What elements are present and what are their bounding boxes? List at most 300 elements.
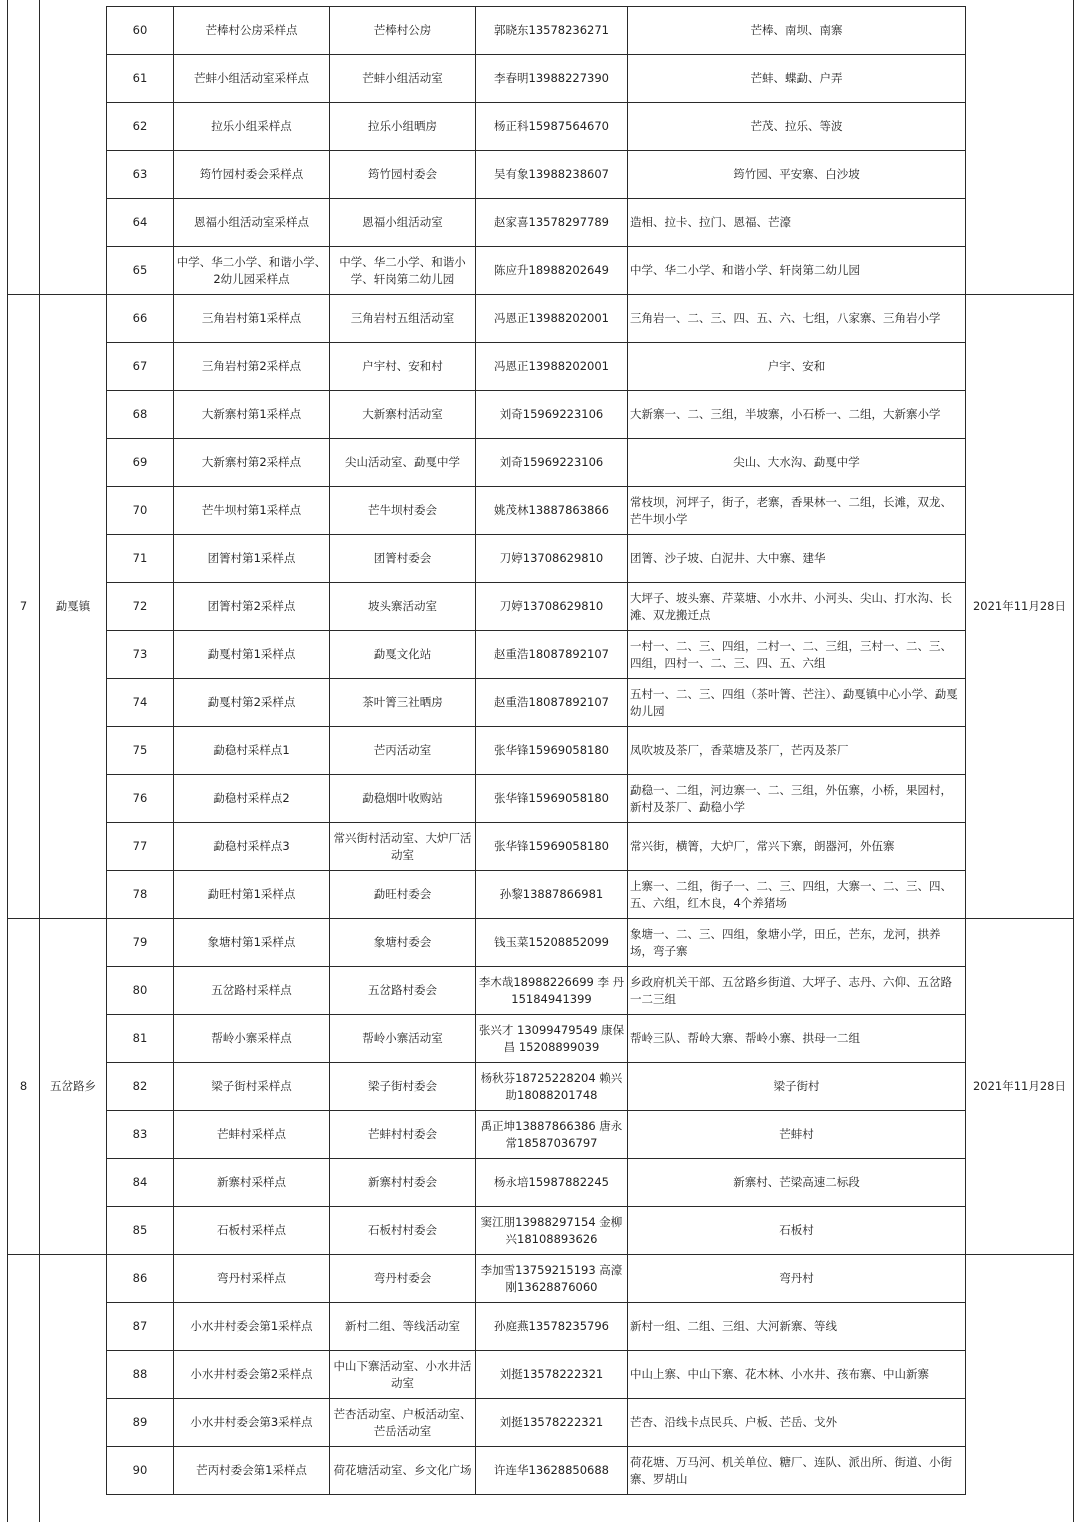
row-number [107,871,173,918]
sampling-place-text: 恩福小组活动室 [362,215,443,229]
sampling-scope [628,727,965,774]
row-number [107,1015,173,1062]
sampling-scope-text: 乡政府机关干部、五岔路乡街道、大坪子、志丹、六仰、五岔路一二三组 [630,974,952,1006]
sampling-point [174,919,329,966]
row-number [107,583,173,630]
row-number [107,535,173,582]
row-number-text: 85 [132,1223,148,1237]
sampling-scope-text: 中山上寨、中山下寨、花木林、小水井、孩布寨、中山新寨 [630,1367,929,1381]
sampling-scope [628,1063,965,1110]
sampling-point-text: 拉乐小组采样点 [211,119,292,133]
sampling-scope-text: 石板村 [779,1223,814,1237]
sampling-scope [628,295,965,342]
sampling-scope-text: 一村一、二、三、四组，二村一、二、三组，三村一、二、三、四组，四村一、二、三、四、五、六组 [630,638,952,670]
contact-person [476,919,627,966]
row-number [107,103,173,150]
sampling-point [174,103,329,150]
row-number-text: 79 [132,935,148,949]
sampling-point [174,199,329,246]
sampling-scope [628,487,965,534]
row-number [107,631,173,678]
contact-person-text: 刀婷13708629810 [499,599,604,613]
sampling-place-text: 五岔路村委会 [368,983,437,997]
sampling-place [330,1255,475,1302]
sampling-point [174,583,329,630]
row-number [107,1063,173,1110]
sampling-place [330,1351,475,1398]
sampling-point-text: 大新寨村第2采样点 [201,455,302,469]
row-number [107,391,173,438]
sampling-place [330,631,475,678]
contact-person [476,151,627,198]
sampling-place [330,1303,475,1350]
sampling-place-text: 筠竹园村委会 [368,167,437,181]
sampling-scope-text: 芒棒、南坝、南寨 [750,23,843,37]
sampling-place-text: 勐戛文化站 [373,647,432,661]
sampling-point [174,679,329,726]
row-number-text: 67 [132,359,148,373]
row-number [107,1207,173,1254]
contact-person-text: 赵重浩18087892107 [494,647,609,661]
sampling-scope-text: 芒蚌、蝶勐、户弄 [750,71,843,85]
row-number [107,487,173,534]
row-number [107,727,173,774]
row-number [107,439,173,486]
sampling-place-text: 拉乐小组晒房 [368,119,437,133]
contact-person-text: 许连华13628850688 [494,1463,609,1477]
sampling-scope [628,775,965,822]
contact-person-text: 冯恩正13988202001 [494,359,609,373]
sampling-place-text: 新寨村村委会 [368,1175,437,1189]
sampling-scope [628,247,965,294]
contact-person-text: 刘奇15969223106 [499,407,604,421]
sampling-place [330,679,475,726]
contact-person [476,535,627,582]
contact-person [476,247,627,294]
sampling-scope-text: 荷花塘、万马河、机关单位、糖厂、连队、派出所、街道、小街寨、罗胡山 [630,1454,952,1486]
sampling-place-text: 坡头寨活动室 [368,599,437,613]
contact-person [476,1303,627,1350]
row-number-text: 83 [132,1127,148,1141]
row-number [107,55,173,102]
contact-person [476,583,627,630]
sampling-place [330,1207,475,1254]
sampling-point-text: 勐稳村采样点2 [213,791,290,805]
sampling-scope-text: 芒茂、拉乐、等波 [750,119,843,133]
sampling-place [330,583,475,630]
sampling-place-text: 勐旺村委会 [373,887,432,901]
row-number [107,775,173,822]
sampling-scope [628,199,965,246]
row-number-text: 64 [132,215,148,229]
sampling-place [330,823,475,870]
row-number-text: 60 [132,23,148,37]
row-number-text: 78 [132,887,148,901]
group-date-text: 2021年11月28日 [972,599,1067,613]
sampling-point-text: 勐稳村采样点3 [213,839,290,853]
row-number [107,151,173,198]
sampling-place [330,1159,475,1206]
sampling-point [174,967,329,1014]
sampling-scope-text: 勐稳一、二组，河边寨一、二、三组，外伍寨，小桥，果园村，新村及茶厂、勐稳小学 [630,782,952,814]
sampling-point-text: 弯丹村采样点 [217,1271,286,1285]
sampling-point [174,1399,329,1446]
group-seq-text: 7 [19,599,28,613]
sampling-point [174,1063,329,1110]
sampling-point [174,1351,329,1398]
sampling-point [174,727,329,774]
sampling-scope [628,1447,965,1494]
sampling-scope [628,1111,965,1158]
sampling-scope [628,823,965,870]
sampling-point-text: 三角岩村第1采样点 [201,311,302,325]
sampling-point-text: 三角岩村第2采样点 [201,359,302,373]
sampling-place [330,487,475,534]
sampling-place-text: 芒蚌小组活动室 [362,71,443,85]
sampling-point-text: 芒牛坝村第1采样点 [201,503,302,517]
sampling-scope [628,151,965,198]
sampling-scope [628,583,965,630]
sampling-point-text: 团箐村第1采样点 [207,551,296,565]
row-number [107,247,173,294]
sampling-scope-text: 大新寨一、二、三组，半坡寨，小石桥一、二组，大新寨小学 [630,407,941,421]
sampling-place [330,343,475,390]
contact-person [476,7,627,54]
sampling-place-text: 芒棒村公房 [373,23,432,37]
sampling-point [174,1303,329,1350]
sampling-scope-text: 五村一、二、三、四组（茶叶箐、芒注）、勐戛镇中心小学、勐戛幼儿园 [630,686,958,718]
sampling-scope-text: 常兴街，横箐，大炉厂，常兴下寨，朗器河，外伍寨 [630,839,895,853]
sampling-place-text: 帮岭小寨活动室 [362,1031,443,1045]
row-number [107,1351,173,1398]
sampling-point [174,1111,329,1158]
sampling-scope-text: 弯丹村 [779,1271,814,1285]
sampling-scope-text: 三角岩一、二、三、四、五、六、七组，八家寨、三角岩小学 [630,311,941,325]
sampling-place-text: 户宇村、安和村 [362,359,443,373]
group-town [40,295,106,918]
row-number [107,1303,173,1350]
sampling-scope [628,919,965,966]
sampling-place [330,151,475,198]
group-seq-text: 8 [19,1079,28,1093]
sampling-point [174,487,329,534]
sampling-point [174,871,329,918]
group-date [966,295,1073,918]
sampling-place [330,1111,475,1158]
row-number-text: 69 [132,455,148,469]
sampling-place-text: 弯丹村委会 [373,1271,432,1285]
contact-person [476,871,627,918]
sampling-place-text: 芒丙活动室 [373,743,432,757]
sampling-point-text: 筠竹园村委会采样点 [199,167,304,181]
row-number-text: 63 [132,167,148,181]
sampling-point-text: 帮岭小寨采样点 [211,1031,292,1045]
row-number [107,343,173,390]
sampling-scope [628,343,965,390]
row-number-text: 90 [132,1463,148,1477]
sampling-scope-text: 芒蚌村 [779,1127,814,1141]
sampling-scope-text: 团箐、沙子坡、白泥井、大中寨、建华 [630,551,826,565]
sampling-scope [628,439,965,486]
row-number [107,295,173,342]
sampling-place-text: 中学、华二小学、和谐小学、轩岗第二幼儿园 [339,254,466,286]
sampling-scope [628,1399,965,1446]
sampling-scope-text: 造相、拉卡、拉门、恩福、芒濠 [630,215,791,229]
sampling-scope-text: 芒杏、沿线卡点民兵、户板、芒岳、戈外 [630,1415,837,1429]
sampling-place-text: 象塘村委会 [373,935,432,949]
row-number-text: 86 [132,1271,148,1285]
contact-person [476,679,627,726]
sampling-scope [628,871,965,918]
sampling-scope [628,679,965,726]
contact-person-text: 张华锋15969058180 [494,743,609,757]
row-number-text: 62 [132,119,148,133]
contact-person-text: 姚茂林13887863866 [494,503,609,517]
contact-person [476,1447,627,1494]
sampling-point-text: 勐戛村第1采样点 [207,647,296,661]
row-number-text: 89 [132,1415,148,1429]
sampling-place [330,919,475,966]
sampling-scope-text: 新村一组、二组、三组、大河新寨、等线 [630,1319,837,1333]
sampling-place-text: 勐稳烟叶收购站 [362,791,443,805]
sampling-place-text: 芒蚌村村委会 [368,1127,437,1141]
sampling-place [330,967,475,1014]
row-number-text: 87 [132,1319,148,1333]
contact-person [476,487,627,534]
sampling-scope-text: 梁子街村 [773,1079,820,1093]
sampling-point [174,1159,329,1206]
sampling-scope [628,1015,965,1062]
sampling-place [330,391,475,438]
row-number [107,1159,173,1206]
sampling-point-text: 大新寨村第1采样点 [201,407,302,421]
sampling-scope-text: 凤吹坡及茶厂，香菜塘及茶厂，芒丙及茶厂 [630,743,849,757]
sampling-scope [628,535,965,582]
sampling-point-text: 小水井村委会第1采样点 [190,1319,313,1333]
sampling-point-text: 象塘村第1采样点 [207,935,296,949]
sampling-place [330,775,475,822]
row-number-text: 74 [132,695,148,709]
contact-person-text: 禹正坤13887866386 唐永常18587036797 [480,1118,623,1150]
grid-line [965,1254,1074,1255]
sampling-place [330,1063,475,1110]
sampling-point [174,535,329,582]
sampling-place-text: 芒杏活动室、户板活动室、芒岳活动室 [333,1406,472,1438]
sampling-scope-text: 象塘一、二、三、四组，象塘小学，田丘，芒东，龙河，拱养场，弯子寨 [630,926,941,958]
sampling-scope-text: 帮岭三队、帮岭大寨、帮岭小寨、拱母一二组 [630,1031,860,1045]
group-town-text: 五岔路乡 [50,1079,96,1093]
sampling-point-text: 勐稳村采样点1 [213,743,290,757]
sampling-point [174,247,329,294]
contact-person [476,103,627,150]
contact-person [476,727,627,774]
row-number-text: 71 [132,551,148,565]
sampling-place [330,55,475,102]
contact-person-text: 赵家喜13578297789 [494,215,609,229]
sampling-point [174,151,329,198]
row-number-text: 82 [132,1079,148,1093]
sampling-place [330,247,475,294]
sampling-point-text: 团箐村第2采样点 [207,599,296,613]
sampling-point [174,439,329,486]
sampling-point [174,7,329,54]
sampling-scope [628,1351,965,1398]
row-number-text: 81 [132,1031,148,1045]
sampling-place [330,295,475,342]
sampling-point-text: 石板村采样点 [217,1223,286,1237]
group-town-text: 勐戛镇 [55,599,91,613]
contact-person-text: 钱玉菜15208852099 [494,935,609,949]
sampling-point-text: 梁子街村采样点 [211,1079,292,1093]
group-seq [8,919,39,1254]
row-number [107,967,173,1014]
sampling-point-text: 勐旺村第1采样点 [207,887,296,901]
contact-person [476,1351,627,1398]
contact-person [476,439,627,486]
grid-line [1073,0,1074,1522]
contact-person-text: 刘奇15969223106 [499,455,604,469]
row-number-text: 73 [132,647,148,661]
contact-person-text: 吴有象13988238607 [494,167,609,181]
row-number-text: 61 [132,71,148,85]
contact-person-text: 刘挺13578222321 [499,1415,604,1429]
sampling-scope-text: 常枝坝，河坪子，街子，老寨，香果林一、二组，长滩，双龙、芒牛坝小学 [630,494,952,526]
contact-person [476,1207,627,1254]
sampling-scope [628,7,965,54]
contact-person [476,1015,627,1062]
sampling-point-text: 中学、华二小学、和谐小学、2幼儿园采样点 [176,254,327,286]
contact-person [476,391,627,438]
contact-person-text: 张华锋15969058180 [494,791,609,805]
row-number-text: 76 [132,791,148,805]
row-number [107,7,173,54]
row-number-text: 70 [132,503,148,517]
sampling-point-text: 芒丙村委会第1采样点 [196,1463,307,1477]
contact-person [476,1255,627,1302]
contact-person-text: 陈应升18988202649 [494,263,609,277]
sampling-place [330,439,475,486]
sampling-place [330,7,475,54]
sampling-scope [628,1207,965,1254]
sampling-place-text: 石板村村委会 [368,1223,437,1237]
contact-person [476,55,627,102]
sampling-point [174,1207,329,1254]
row-number [107,199,173,246]
contact-person [476,967,627,1014]
row-number [107,1111,173,1158]
sampling-scope-text: 户宇、安和 [767,359,826,373]
row-number-text: 66 [132,311,148,325]
contact-person-text: 张兴才 13099479549 康保昌 15208899039 [478,1022,625,1054]
group-seq [8,295,39,918]
row-number-text: 84 [132,1175,148,1189]
row-number [107,919,173,966]
sampling-point-text: 芒蚌小组活动室采样点 [194,71,309,85]
row-number-text: 68 [132,407,148,421]
row-number-text: 65 [132,263,148,277]
contact-person-text: 张华锋15969058180 [494,839,609,853]
contact-person-text: 赵重浩18087892107 [494,695,609,709]
sampling-place [330,871,475,918]
sampling-place [330,1399,475,1446]
sampling-point [174,1255,329,1302]
sampling-scope [628,1159,965,1206]
sampling-point [174,1015,329,1062]
sampling-point [174,391,329,438]
sampling-point-text: 恩福小组活动室采样点 [194,215,309,229]
contact-person-text: 孙黎13887866981 [499,887,604,901]
sampling-place-text: 团箐村委会 [373,551,432,565]
sampling-scope-text: 筠竹园、平安寨、白沙坡 [733,167,860,181]
sampling-place [330,535,475,582]
sampling-place [330,199,475,246]
contact-person [476,775,627,822]
grid-line [106,1494,966,1495]
row-number-text: 77 [132,839,148,853]
sampling-place [330,727,475,774]
row-number-text: 80 [132,983,148,997]
contact-person-text: 刘挺13578222321 [499,1367,604,1381]
contact-person-text: 李春明13988227390 [494,71,609,85]
sampling-point-text: 小水井村委会第3采样点 [190,1415,313,1429]
contact-person-text: 刀婷13708629810 [499,551,604,565]
sampling-point-text: 新寨村采样点 [217,1175,286,1189]
sampling-place-text: 尖山活动室、勐戛中学 [345,455,460,469]
sampling-scope [628,967,965,1014]
row-number [107,679,173,726]
sampling-place-text: 芒牛坝村委会 [368,503,437,517]
sampling-point-text: 芒棒村公房采样点 [205,23,298,37]
sampling-scope [628,1255,965,1302]
row-number-text: 75 [132,743,148,757]
sampling-place-text: 中山下寨活动室、小水井活动室 [333,1358,472,1390]
row-number [107,1399,173,1446]
row-number-text: 72 [132,599,148,613]
sampling-point [174,295,329,342]
row-number-text: 88 [132,1367,148,1381]
group-town [40,919,106,1254]
row-number [107,1447,173,1494]
sampling-place [330,1015,475,1062]
contact-person-text: 冯恩正13988202001 [494,311,609,325]
sampling-place-text: 茶叶箐三社晒房 [362,695,443,709]
sampling-point [174,631,329,678]
contact-person-text: 孙庭燕13578235796 [494,1319,609,1333]
group-date-text: 2021年11月28日 [972,1079,1067,1093]
sampling-scope-text: 尖山、大水沟、勐戛中学 [733,455,860,469]
sampling-scope [628,103,965,150]
sampling-point [174,55,329,102]
sampling-scope [628,391,965,438]
sampling-scope [628,631,965,678]
sampling-place-text: 常兴街村活动室、大炉厂活动室 [333,830,472,862]
sampling-place-text: 三角岩村五组活动室 [350,311,455,325]
sampling-place-text: 大新寨村活动室 [362,407,443,421]
sampling-scope-text: 上寨一、二组，街子一、二、三、四组，大寨一、二、三、四、五、六组，红木良，4个养猪场 [630,878,952,910]
sampling-point-text: 小水井村委会第2采样点 [190,1367,313,1381]
contact-person [476,1159,627,1206]
grid-line [7,1254,107,1255]
contact-person [476,343,627,390]
contact-person-text: 李加雪13759215193 高濠刚13628876060 [480,1262,623,1294]
sampling-point [174,1447,329,1494]
contact-person [476,295,627,342]
sampling-place [330,103,475,150]
contact-person-text: 杨秋芬18725228204 赖兴助18088201748 [480,1070,623,1102]
sampling-point-text: 五岔路村采样点 [211,983,292,997]
row-number [107,1255,173,1302]
contact-person [476,1111,627,1158]
